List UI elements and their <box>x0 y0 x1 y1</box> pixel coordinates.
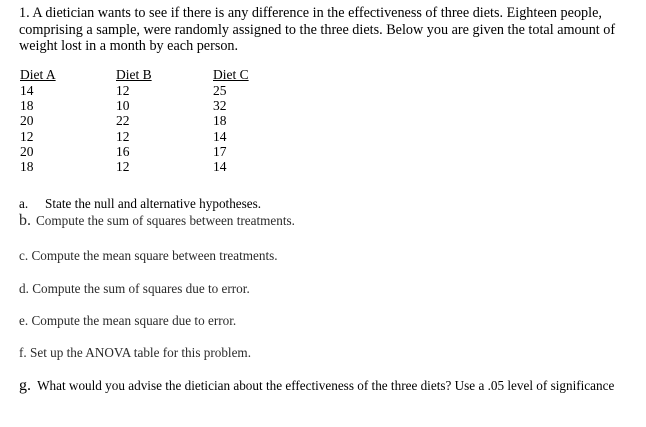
question-d <box>19 281 250 297</box>
table-cell: 18 <box>20 158 34 174</box>
table-cell: 14 <box>213 128 227 144</box>
table-cell: 32 <box>213 98 227 114</box>
table-cell: 12 <box>20 128 34 144</box>
question-text: Compute the sum of squares between treatments. <box>36 213 295 228</box>
table-cell: 12 <box>116 128 130 144</box>
question-b <box>19 213 295 229</box>
question-marker: e. <box>19 313 29 328</box>
diet-a-column <box>20 66 56 174</box>
question-g <box>19 377 639 394</box>
question-f <box>19 345 251 361</box>
diet-c-column <box>213 66 249 174</box>
question-marker: g. <box>19 377 31 394</box>
question-marker: d. <box>19 281 29 296</box>
problem-statement: 1. A dietician wants to see if there is any difference in the effectiveness of three diets. Eighteen people, comprising a sample, were randomly assigned to the three diets. Below you are given the total amount of weight lost in a month by each person. <box>19 5 616 54</box>
table-cell: 17 <box>213 143 227 159</box>
table-cell: 12 <box>116 158 130 174</box>
diet-b-header: Diet B <box>116 67 152 82</box>
question-text: State the null and alternative hypotheses. <box>45 196 262 211</box>
table-cell: 25 <box>213 83 227 98</box>
question-marker: f. <box>19 345 27 360</box>
question-e <box>19 313 236 329</box>
question-text: What would you advise the dietician about the effectiveness of the three diets? Use a .05 level of significance <box>37 378 615 393</box>
table-cell: 20 <box>20 113 34 129</box>
question-text: Set up the ANOVA table for this problem. <box>30 345 251 360</box>
question-marker: c. <box>19 248 29 263</box>
table-cell: 14 <box>20 83 34 98</box>
diet-a-header: Diet A <box>20 67 56 82</box>
question-text: Compute the mean square between treatments. <box>31 248 278 263</box>
table-cell: 14 <box>213 158 227 174</box>
diet-c-header: Diet C <box>213 67 249 82</box>
table-cell: 12 <box>116 83 130 98</box>
table-cell: 22 <box>116 113 130 129</box>
table-cell: 10 <box>116 98 130 114</box>
question-marker: a. <box>19 196 29 211</box>
question-marker: b. <box>19 212 31 229</box>
diet-b-column <box>116 66 152 174</box>
table-cell: 16 <box>116 143 130 159</box>
question-a <box>19 196 261 212</box>
question-text: Compute the mean square due to error. <box>31 313 237 328</box>
question-text: Compute the sum of squares due to error. <box>32 281 250 296</box>
table-cell: 18 <box>213 113 227 129</box>
table-cell: 18 <box>20 98 34 114</box>
question-c <box>19 248 278 264</box>
table-cell: 20 <box>20 143 34 159</box>
